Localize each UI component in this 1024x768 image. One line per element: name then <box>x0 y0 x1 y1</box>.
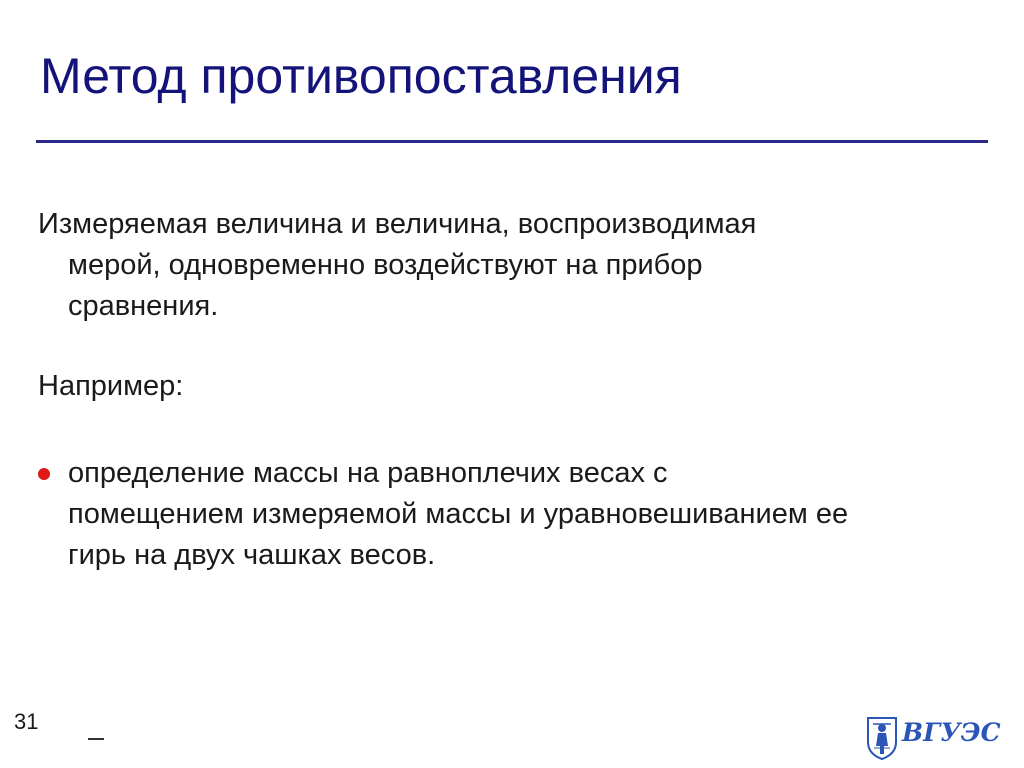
bullet-line-1: определение массы на равноплечих весах с <box>68 457 668 489</box>
bullet-line-3: гирь на двух чашках весов. <box>68 539 436 571</box>
definition-line-2: мерой, одновременно воздействуют на прибор <box>68 249 703 281</box>
definition-paragraph <box>38 204 958 327</box>
example-heading <box>38 366 958 407</box>
footer-dash <box>88 738 104 740</box>
title-divider <box>36 140 988 143</box>
logo-text: ВГУЭС <box>902 718 1001 747</box>
slide-title: Метод противопоставления <box>40 48 682 104</box>
bullet-line-2: помещением измеряемой массы и уравновешиванием ее <box>68 498 849 530</box>
definition-line-1: Измеряемая величина и величина, воспроизводимая <box>38 208 757 240</box>
red-dot-bullet-icon <box>38 468 50 480</box>
bullet-item <box>38 453 958 576</box>
university-logo <box>864 712 1001 760</box>
university-emblem-icon <box>864 712 900 760</box>
page-number: 31 <box>14 709 39 734</box>
example-heading-text: Например: <box>38 370 184 402</box>
definition-line-3: сравнения. <box>68 290 219 322</box>
